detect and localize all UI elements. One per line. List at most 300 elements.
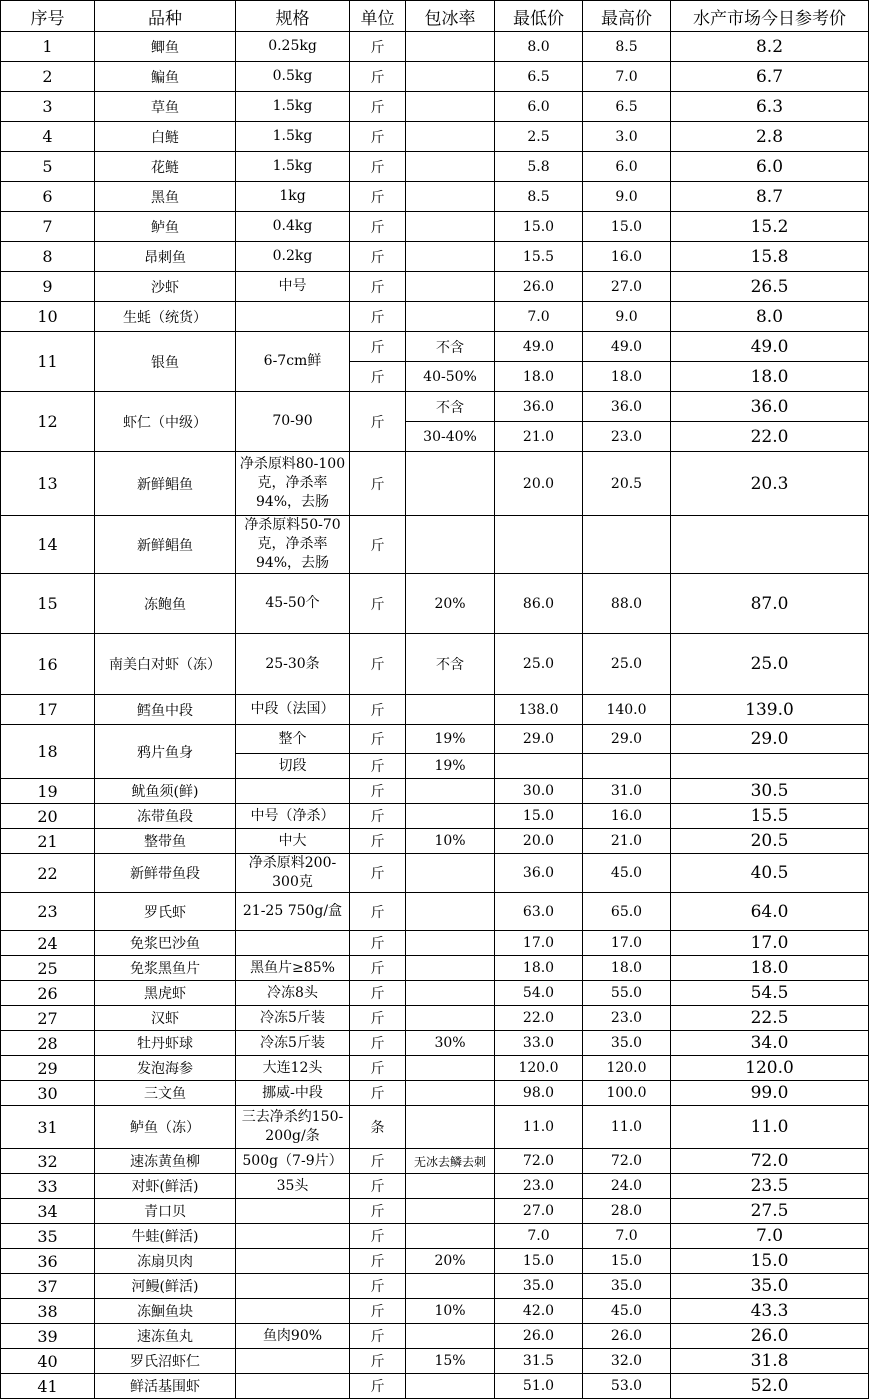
row-spec: 冷冻8头: [236, 981, 350, 1006]
row-ref-price: 6.0: [671, 152, 869, 182]
header-ice-rate: 包冰率: [406, 1, 495, 32]
row-min-price: 15.0: [495, 804, 583, 829]
row-spec: [236, 1349, 350, 1374]
row-seq: 10: [1, 302, 95, 332]
table-row: [1, 62, 869, 92]
row-name: 冻鲍鱼: [95, 574, 236, 634]
row-seq: 27: [1, 1006, 95, 1031]
table-row: [1, 242, 869, 272]
row-ref-price: [671, 754, 869, 779]
row-name: 鸦片鱼身: [95, 725, 236, 779]
row-max-price: 140.0: [583, 695, 671, 725]
row-ice-rate: [406, 302, 495, 332]
table-row: [1, 1249, 869, 1274]
row-min-price: 5.8: [495, 152, 583, 182]
row-ref-price: [671, 516, 869, 574]
row-max-price: 23.0: [583, 1006, 671, 1031]
row-max-price: 9.0: [583, 302, 671, 332]
row-max-price: 7.0: [583, 1224, 671, 1249]
row-unit: 斤: [350, 452, 406, 516]
row-min-price: 17.0: [495, 931, 583, 956]
row-min-price: 15.5: [495, 242, 583, 272]
row-max-price: 55.0: [583, 981, 671, 1006]
row-unit: 斤: [350, 122, 406, 152]
table-row: [1, 1006, 869, 1031]
row-ref-price: 27.5: [671, 1199, 869, 1224]
row-max-price: 23.0: [583, 422, 671, 452]
row-spec: 1.5kg: [236, 122, 350, 152]
table-row: [1, 92, 869, 122]
row-unit: 斤: [350, 1031, 406, 1056]
row-min-price: 31.5: [495, 1349, 583, 1374]
header-seq: 序号: [1, 1, 95, 32]
row-ice-rate: [406, 956, 495, 981]
header-unit: 单位: [350, 1, 406, 32]
row-name: 河鳗(鲜活): [95, 1274, 236, 1299]
row-max-price: 8.5: [583, 32, 671, 62]
row-ref-price: 29.0: [671, 725, 869, 754]
row-max-price: 31.0: [583, 779, 671, 804]
row-ref-price: 30.5: [671, 779, 869, 804]
row-seq: 6: [1, 182, 95, 212]
table-body: [1, 32, 869, 1399]
row-seq: 39: [1, 1324, 95, 1349]
row-ref-price: 6.7: [671, 62, 869, 92]
row-ice-rate: 30%: [406, 1031, 495, 1056]
row-ice-rate: [406, 272, 495, 302]
row-max-price: 21.0: [583, 829, 671, 854]
row-max-price: 100.0: [583, 1081, 671, 1106]
row-unit: 斤: [350, 1374, 406, 1399]
row-ref-price: 7.0: [671, 1224, 869, 1249]
row-min-price: 98.0: [495, 1081, 583, 1106]
row-max-price: 20.5: [583, 452, 671, 516]
row-seq: 15: [1, 574, 95, 634]
row-min-price: 8.5: [495, 182, 583, 212]
row-unit: 斤: [350, 1274, 406, 1299]
row-ice-rate: 19%: [406, 725, 495, 754]
row-unit: 斤: [350, 182, 406, 212]
row-ref-price: 22.0: [671, 422, 869, 452]
row-name: 昂刺鱼: [95, 242, 236, 272]
table-row: [1, 1199, 869, 1224]
row-spec: 25-30条: [236, 634, 350, 695]
table-row: [1, 725, 869, 754]
row-name: 三文鱼: [95, 1081, 236, 1106]
row-ref-price: 25.0: [671, 634, 869, 695]
row-max-price: 18.0: [583, 362, 671, 392]
row-unit: 条: [350, 1106, 406, 1149]
row-max-price: 45.0: [583, 1299, 671, 1324]
row-spec: 0.5kg: [236, 62, 350, 92]
row-unit: 斤: [350, 893, 406, 931]
table-row: [1, 1174, 869, 1199]
row-ref-price: 15.0: [671, 1249, 869, 1274]
row-unit: 斤: [350, 392, 406, 452]
row-min-price: 27.0: [495, 1199, 583, 1224]
table-row: [1, 1081, 869, 1106]
row-spec: 切段: [236, 754, 350, 779]
row-max-price: 72.0: [583, 1149, 671, 1174]
table-row: [1, 779, 869, 804]
row-max-price: 15.0: [583, 212, 671, 242]
row-max-price: 45.0: [583, 854, 671, 893]
row-ref-price: 54.5: [671, 981, 869, 1006]
row-ice-rate: [406, 32, 495, 62]
row-spec: 45-50个: [236, 574, 350, 634]
row-min-price: 20.0: [495, 829, 583, 854]
row-seq: 24: [1, 931, 95, 956]
table-row: [1, 302, 869, 332]
row-max-price: 53.0: [583, 1374, 671, 1399]
row-ice-rate: 无冰去鳞去刺: [406, 1149, 495, 1174]
row-ice-rate: [406, 1174, 495, 1199]
row-name: 冻带鱼段: [95, 804, 236, 829]
row-ice-rate: [406, 981, 495, 1006]
row-max-price: 120.0: [583, 1056, 671, 1081]
row-ref-price: 15.8: [671, 242, 869, 272]
row-ref-price: 26.0: [671, 1324, 869, 1349]
row-ref-price: 64.0: [671, 893, 869, 931]
row-ice-rate: 不含: [406, 332, 495, 362]
row-ice-rate: [406, 1081, 495, 1106]
row-ref-price: 35.0: [671, 1274, 869, 1299]
row-ice-rate: [406, 931, 495, 956]
table-row: [1, 1374, 869, 1399]
row-ice-rate: [406, 1374, 495, 1399]
row-min-price: 120.0: [495, 1056, 583, 1081]
row-unit: 斤: [350, 1349, 406, 1374]
row-max-price: 16.0: [583, 242, 671, 272]
row-name: 速冻鱼丸: [95, 1324, 236, 1349]
row-max-price: 27.0: [583, 272, 671, 302]
row-max-price: 35.0: [583, 1274, 671, 1299]
table-row: [1, 182, 869, 212]
row-spec: [236, 931, 350, 956]
row-name: 整带鱼: [95, 829, 236, 854]
row-seq: 2: [1, 62, 95, 92]
row-unit: 斤: [350, 212, 406, 242]
row-unit: 斤: [350, 32, 406, 62]
row-min-price: 138.0: [495, 695, 583, 725]
row-min-price: 29.0: [495, 725, 583, 754]
row-min-price: 23.0: [495, 1174, 583, 1199]
row-seq: 7: [1, 212, 95, 242]
row-seq: 8: [1, 242, 95, 272]
row-ice-rate: [406, 854, 495, 893]
row-spec: 净杀原料80-100克，净杀率94%，去肠: [236, 452, 350, 516]
row-min-price: 25.0: [495, 634, 583, 695]
row-ref-price: 139.0: [671, 695, 869, 725]
table-row: [1, 516, 869, 574]
row-max-price: 32.0: [583, 1349, 671, 1374]
row-ice-rate: [406, 152, 495, 182]
row-unit: 斤: [350, 725, 406, 754]
row-name: 牛蛙(鲜活): [95, 1224, 236, 1249]
row-ice-rate: [406, 122, 495, 152]
row-name: 沙虾: [95, 272, 236, 302]
row-unit: 斤: [350, 754, 406, 779]
row-unit: 斤: [350, 779, 406, 804]
row-ref-price: 15.2: [671, 212, 869, 242]
row-unit: 斤: [350, 92, 406, 122]
row-max-price: 49.0: [583, 332, 671, 362]
table-row: [1, 931, 869, 956]
row-spec: 大连12头: [236, 1056, 350, 1081]
table-row: [1, 212, 869, 242]
row-max-price: 18.0: [583, 956, 671, 981]
row-spec: [236, 1299, 350, 1324]
row-unit: 斤: [350, 1199, 406, 1224]
row-spec: 0.2kg: [236, 242, 350, 272]
table-row: [1, 956, 869, 981]
header-min-price: 最低价: [495, 1, 583, 32]
row-seq: 14: [1, 516, 95, 574]
row-unit: 斤: [350, 516, 406, 574]
row-unit: 斤: [350, 1006, 406, 1031]
row-unit: 斤: [350, 1299, 406, 1324]
row-name: 鱿鱼须(鲜): [95, 779, 236, 804]
row-ice-rate: 不含: [406, 634, 495, 695]
row-spec: 500g（7-9片）: [236, 1149, 350, 1174]
row-min-price: 30.0: [495, 779, 583, 804]
row-spec: [236, 1274, 350, 1299]
row-ref-price: 40.5: [671, 854, 869, 893]
row-spec: [236, 1249, 350, 1274]
row-min-price: [495, 754, 583, 779]
row-seq: 3: [1, 92, 95, 122]
row-seq: 11: [1, 332, 95, 392]
row-spec: 21-25 750g/盒: [236, 893, 350, 931]
row-min-price: 8.0: [495, 32, 583, 62]
row-spec: 冷冻5斤装: [236, 1031, 350, 1056]
table-row: [1, 893, 869, 931]
row-unit: 斤: [350, 1174, 406, 1199]
row-name: 冻鮰鱼块: [95, 1299, 236, 1324]
row-max-price: 15.0: [583, 1249, 671, 1274]
row-ice-rate: [406, 516, 495, 574]
row-ref-price: 49.0: [671, 332, 869, 362]
row-ice-rate: 19%: [406, 754, 495, 779]
row-name: 速冻黄鱼柳: [95, 1149, 236, 1174]
row-spec: 中段（法国）: [236, 695, 350, 725]
row-min-price: 42.0: [495, 1299, 583, 1324]
row-min-price: 18.0: [495, 362, 583, 392]
row-seq: 37: [1, 1274, 95, 1299]
row-unit: 斤: [350, 1149, 406, 1174]
row-max-price: 88.0: [583, 574, 671, 634]
table-row: [1, 452, 869, 516]
row-ref-price: 20.3: [671, 452, 869, 516]
header-name: 品种: [95, 1, 236, 32]
row-ref-price: 87.0: [671, 574, 869, 634]
row-seq: 34: [1, 1199, 95, 1224]
row-name: 银鱼: [95, 332, 236, 392]
header-max-price: 最高价: [583, 1, 671, 32]
row-min-price: 22.0: [495, 1006, 583, 1031]
row-ref-price: 2.8: [671, 122, 869, 152]
row-spec: 中号: [236, 272, 350, 302]
row-min-price: [495, 516, 583, 574]
row-spec: 冷冻5斤装: [236, 1006, 350, 1031]
row-spec: 1kg: [236, 182, 350, 212]
row-ref-price: 17.0: [671, 931, 869, 956]
row-max-price: 3.0: [583, 122, 671, 152]
row-ice-rate: 40-50%: [406, 362, 495, 392]
table-row: [1, 981, 869, 1006]
row-min-price: 18.0: [495, 956, 583, 981]
row-spec: [236, 1224, 350, 1249]
row-name: 鳊鱼: [95, 62, 236, 92]
row-ice-rate: 不含: [406, 392, 495, 422]
row-ice-rate: 20%: [406, 1249, 495, 1274]
row-name: 牡丹虾球: [95, 1031, 236, 1056]
row-min-price: 15.0: [495, 1249, 583, 1274]
row-ice-rate: [406, 92, 495, 122]
row-max-price: 24.0: [583, 1174, 671, 1199]
row-spec: 70-90: [236, 392, 350, 452]
header-spec: 规格: [236, 1, 350, 32]
row-max-price: 17.0: [583, 931, 671, 956]
row-seq: 29: [1, 1056, 95, 1081]
row-spec: 0.25kg: [236, 32, 350, 62]
row-unit: 斤: [350, 956, 406, 981]
row-ice-rate: [406, 1056, 495, 1081]
row-min-price: 33.0: [495, 1031, 583, 1056]
table-row: [1, 695, 869, 725]
row-seq: 28: [1, 1031, 95, 1056]
row-name: 免浆巴沙鱼: [95, 931, 236, 956]
row-name: 草鱼: [95, 92, 236, 122]
row-spec: 35头: [236, 1174, 350, 1199]
row-unit: 斤: [350, 62, 406, 92]
row-ref-price: 18.0: [671, 362, 869, 392]
header-row: [1, 1, 869, 32]
row-min-price: 35.0: [495, 1274, 583, 1299]
row-ref-price: 22.5: [671, 1006, 869, 1031]
row-min-price: 21.0: [495, 422, 583, 452]
row-min-price: 86.0: [495, 574, 583, 634]
row-max-price: [583, 754, 671, 779]
row-max-price: 7.0: [583, 62, 671, 92]
row-seq: 40: [1, 1349, 95, 1374]
row-ice-rate: 10%: [406, 829, 495, 854]
row-unit: 斤: [350, 804, 406, 829]
row-name: 生蚝（统货）: [95, 302, 236, 332]
row-spec: 黑鱼片≥85%: [236, 956, 350, 981]
row-unit: 斤: [350, 1249, 406, 1274]
row-min-price: 26.0: [495, 272, 583, 302]
row-name: 罗氏沼虾仁: [95, 1349, 236, 1374]
table-row: [1, 1106, 869, 1149]
table-row: [1, 1031, 869, 1056]
row-min-price: 49.0: [495, 332, 583, 362]
table-row: [1, 1224, 869, 1249]
row-seq: 18: [1, 725, 95, 779]
row-ref-price: 36.0: [671, 392, 869, 422]
row-spec: 挪威-中段: [236, 1081, 350, 1106]
row-spec: 中号（净杀）: [236, 804, 350, 829]
row-ref-price: 15.5: [671, 804, 869, 829]
row-name: 鲈鱼（冻）: [95, 1106, 236, 1149]
row-name: 南美白对虾（冻）: [95, 634, 236, 695]
row-name: 鳕鱼中段: [95, 695, 236, 725]
row-ref-price: 11.0: [671, 1106, 869, 1149]
row-max-price: 36.0: [583, 392, 671, 422]
table-row: [1, 1274, 869, 1299]
row-seq: 16: [1, 634, 95, 695]
row-seq: 21: [1, 829, 95, 854]
row-ice-rate: [406, 242, 495, 272]
row-spec: [236, 1199, 350, 1224]
row-min-price: 36.0: [495, 392, 583, 422]
row-name: 新鲜鲳鱼: [95, 516, 236, 574]
row-ice-rate: [406, 1224, 495, 1249]
row-spec: 鱼肉90%: [236, 1324, 350, 1349]
row-ref-price: 26.5: [671, 272, 869, 302]
table-row: [1, 1349, 869, 1374]
row-seq: 4: [1, 122, 95, 152]
row-seq: 25: [1, 956, 95, 981]
row-min-price: 51.0: [495, 1374, 583, 1399]
row-name: 青口贝: [95, 1199, 236, 1224]
row-seq: 33: [1, 1174, 95, 1199]
row-unit: 斤: [350, 981, 406, 1006]
row-ice-rate: [406, 804, 495, 829]
row-ice-rate: [406, 893, 495, 931]
row-name: 罗氏虾: [95, 893, 236, 931]
row-ref-price: 23.5: [671, 1174, 869, 1199]
row-name: 鲫鱼: [95, 32, 236, 62]
row-max-price: 65.0: [583, 893, 671, 931]
row-seq: 20: [1, 804, 95, 829]
row-min-price: 6.0: [495, 92, 583, 122]
row-max-price: 16.0: [583, 804, 671, 829]
row-seq: 13: [1, 452, 95, 516]
row-min-price: 63.0: [495, 893, 583, 931]
row-spec: 净杀原料50-70克，净杀率94%，去肠: [236, 516, 350, 574]
row-ice-rate: [406, 695, 495, 725]
row-unit: 斤: [350, 1224, 406, 1249]
row-unit: 斤: [350, 695, 406, 725]
row-seq: 19: [1, 779, 95, 804]
row-unit: 斤: [350, 829, 406, 854]
row-seq: 41: [1, 1374, 95, 1399]
table-row: [1, 1149, 869, 1174]
row-name: 虾仁（中级）: [95, 392, 236, 452]
table-row: [1, 829, 869, 854]
row-seq: 26: [1, 981, 95, 1006]
row-name: 花鲢: [95, 152, 236, 182]
row-max-price: 26.0: [583, 1324, 671, 1349]
row-ref-price: 43.3: [671, 1299, 869, 1324]
row-min-price: 6.5: [495, 62, 583, 92]
row-seq: 17: [1, 695, 95, 725]
row-spec: 6-7cm鲜: [236, 332, 350, 392]
row-unit: 斤: [350, 931, 406, 956]
row-spec: 净杀原料200-300克: [236, 854, 350, 893]
row-spec: [236, 302, 350, 332]
row-max-price: [583, 516, 671, 574]
row-unit: 斤: [350, 302, 406, 332]
row-seq: 1: [1, 32, 95, 62]
row-unit: 斤: [350, 634, 406, 695]
row-max-price: 35.0: [583, 1031, 671, 1056]
row-unit: 斤: [350, 152, 406, 182]
row-seq: 36: [1, 1249, 95, 1274]
row-min-price: 11.0: [495, 1106, 583, 1149]
row-spec: [236, 779, 350, 804]
